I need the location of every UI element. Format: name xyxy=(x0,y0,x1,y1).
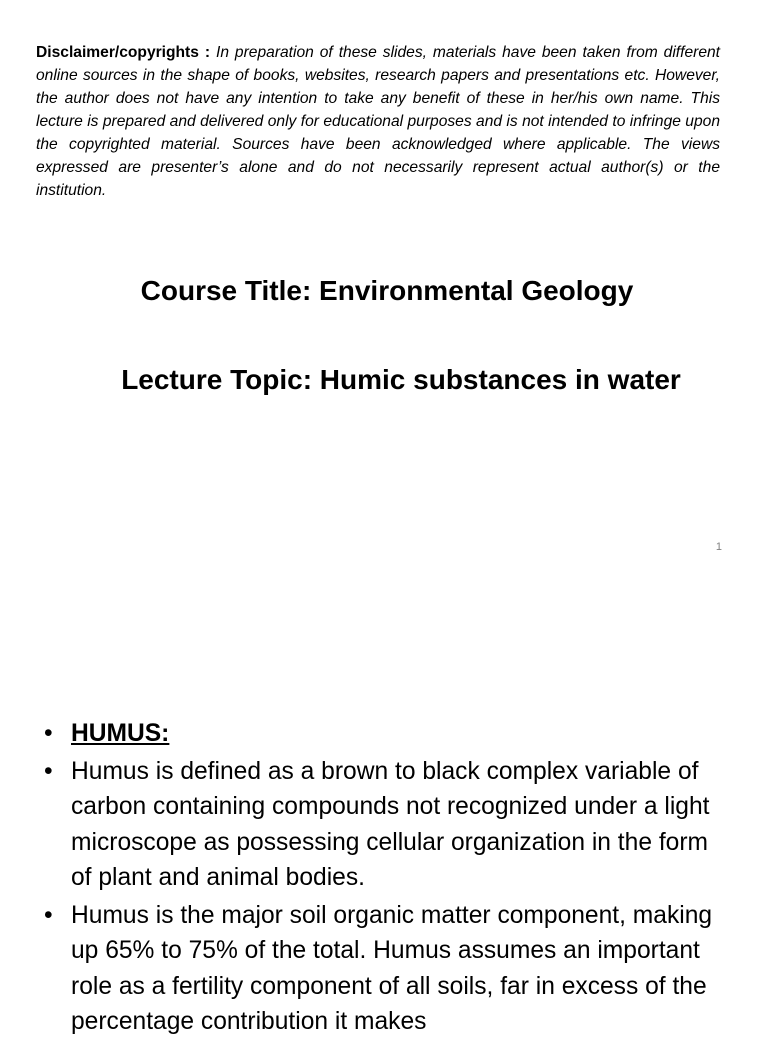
disclaimer-label: Disclaimer/copyrights : xyxy=(36,44,211,61)
slide-number: 1 xyxy=(715,541,722,553)
course-title: Course Title: Environmental Geology xyxy=(140,275,634,306)
bullet-item xyxy=(44,754,734,896)
lecture-topic: Lecture Topic: Humic substances in water xyxy=(121,364,681,395)
bullet-text: Humus is the major soil organic matter component, making up 65% to 75% of the total. Humus assumes an important role as a fertility component of all soils, far in excess of the percentage contribution it makes xyxy=(71,901,713,1035)
bullet-dot-icon: • xyxy=(44,757,53,785)
bullet-item-heading xyxy=(44,716,734,752)
disclaimer-text: In preparation of these slides, materials have been taken from different online sources in the shape of books, websites, research papers and presentations etc. However, the author does not have any intention to take any benefit of these in her/his own name. This lecture is prepared and delivered only for educational purposes and is not intended to infringe upon the copyrighted material. Sources have been acknowledged where applicable. The views expressed are presenter’s alone and do not necessarily represent actual author(s) or the institution. xyxy=(36,44,721,199)
bullet-item xyxy=(44,898,734,1040)
bullet-list xyxy=(44,716,734,1042)
bullet-dot-icon: • xyxy=(44,720,53,747)
slide-2 xyxy=(0,580,768,1035)
bullet-heading-text: HUMUS: xyxy=(71,720,170,747)
bullet-dot-icon: • xyxy=(44,901,53,929)
disclaimer xyxy=(36,41,720,202)
bullet-text: Humus is defined as a brown to black complex variable of carbon containing compounds not recognized under a light microscope as possessing cellular organization in the form of plant and animal bodies. xyxy=(71,757,710,891)
